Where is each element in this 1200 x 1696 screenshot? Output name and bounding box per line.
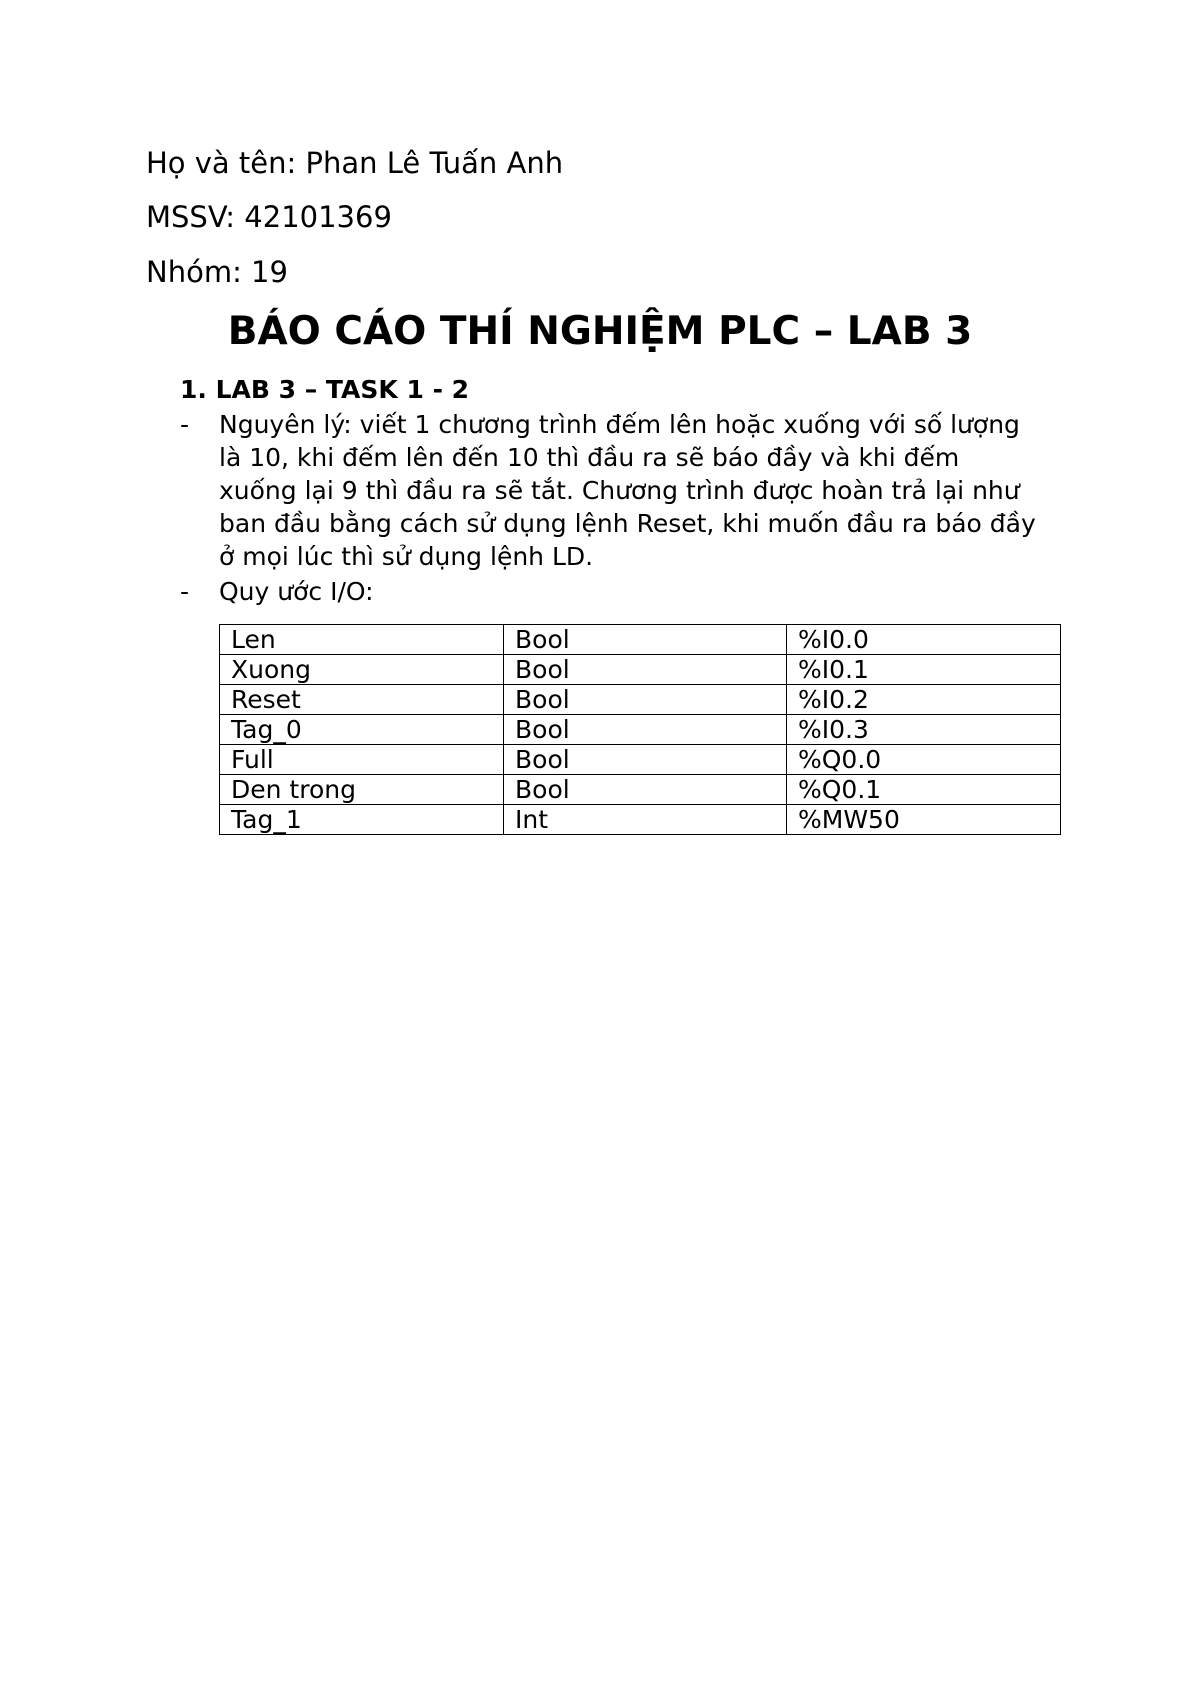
table-cell-type: Int <box>504 805 787 835</box>
table-cell-type: Bool <box>504 715 787 745</box>
student-name: Họ và tên: Phan Lê Tuấn Anh <box>146 146 564 180</box>
table-cell-type: Bool <box>504 655 787 685</box>
table-row <box>220 775 1061 805</box>
table-cell-address: %I0.3 <box>787 715 1061 745</box>
bullet-io-convention-text: Quy ước I/O: <box>219 577 374 606</box>
bullet-dash: - <box>180 410 190 439</box>
table-cell-address: %Q0.0 <box>787 745 1061 775</box>
table-cell-tag: Den trong <box>220 775 504 805</box>
table-cell-tag: Reset <box>220 685 504 715</box>
table-row <box>220 685 1061 715</box>
io-table <box>219 624 1061 835</box>
table-cell-tag: Tag_0 <box>220 715 504 745</box>
table-cell-type: Bool <box>504 685 787 715</box>
table-cell-type: Bool <box>504 745 787 775</box>
report-title: BÁO CÁO THÍ NGHIỆM PLC – LAB 3 <box>227 309 973 354</box>
bullet-principle-text: Nguyên lý: viết 1 chương trình đếm lên hoặc xuống với số lượng là 10, khi đếm lên đến 10 thì đầu ra sẽ báo đầy và khi đếm xuống lại 9 thì đầu ra sẽ tắt. Chương trình được hoàn trả lại như ban đầu bằng cách sử dụng lệnh Reset, khi muốn đầu ra báo đầy ở mọi lúc thì sử dụng lệnh LD. <box>219 410 1036 571</box>
table-cell-address: %MW50 <box>787 805 1061 835</box>
table-cell-tag: Full <box>220 745 504 775</box>
table-row <box>220 745 1061 775</box>
table-cell-tag: Tag_1 <box>220 805 504 835</box>
table-cell-address: %I0.0 <box>787 625 1061 655</box>
table-cell-type: Bool <box>504 625 787 655</box>
group-number: Nhóm: 19 <box>146 255 288 289</box>
table-row <box>220 625 1061 655</box>
table-cell-address: %I0.1 <box>787 655 1061 685</box>
bullet-principle <box>180 408 1040 573</box>
section-heading: 1. LAB 3 – TASK 1 - 2 <box>180 375 470 404</box>
table-row <box>220 655 1061 685</box>
table-cell-address: %Q0.1 <box>787 775 1061 805</box>
table-row <box>220 715 1061 745</box>
bullet-dash: - <box>180 577 190 606</box>
bullet-io-convention <box>180 575 1040 608</box>
table-cell-address: %I0.2 <box>787 685 1061 715</box>
table-cell-tag: Len <box>220 625 504 655</box>
table-row <box>220 805 1061 835</box>
table-cell-tag: Xuong <box>220 655 504 685</box>
student-id: MSSV: 42101369 <box>146 200 392 234</box>
table-cell-type: Bool <box>504 775 787 805</box>
